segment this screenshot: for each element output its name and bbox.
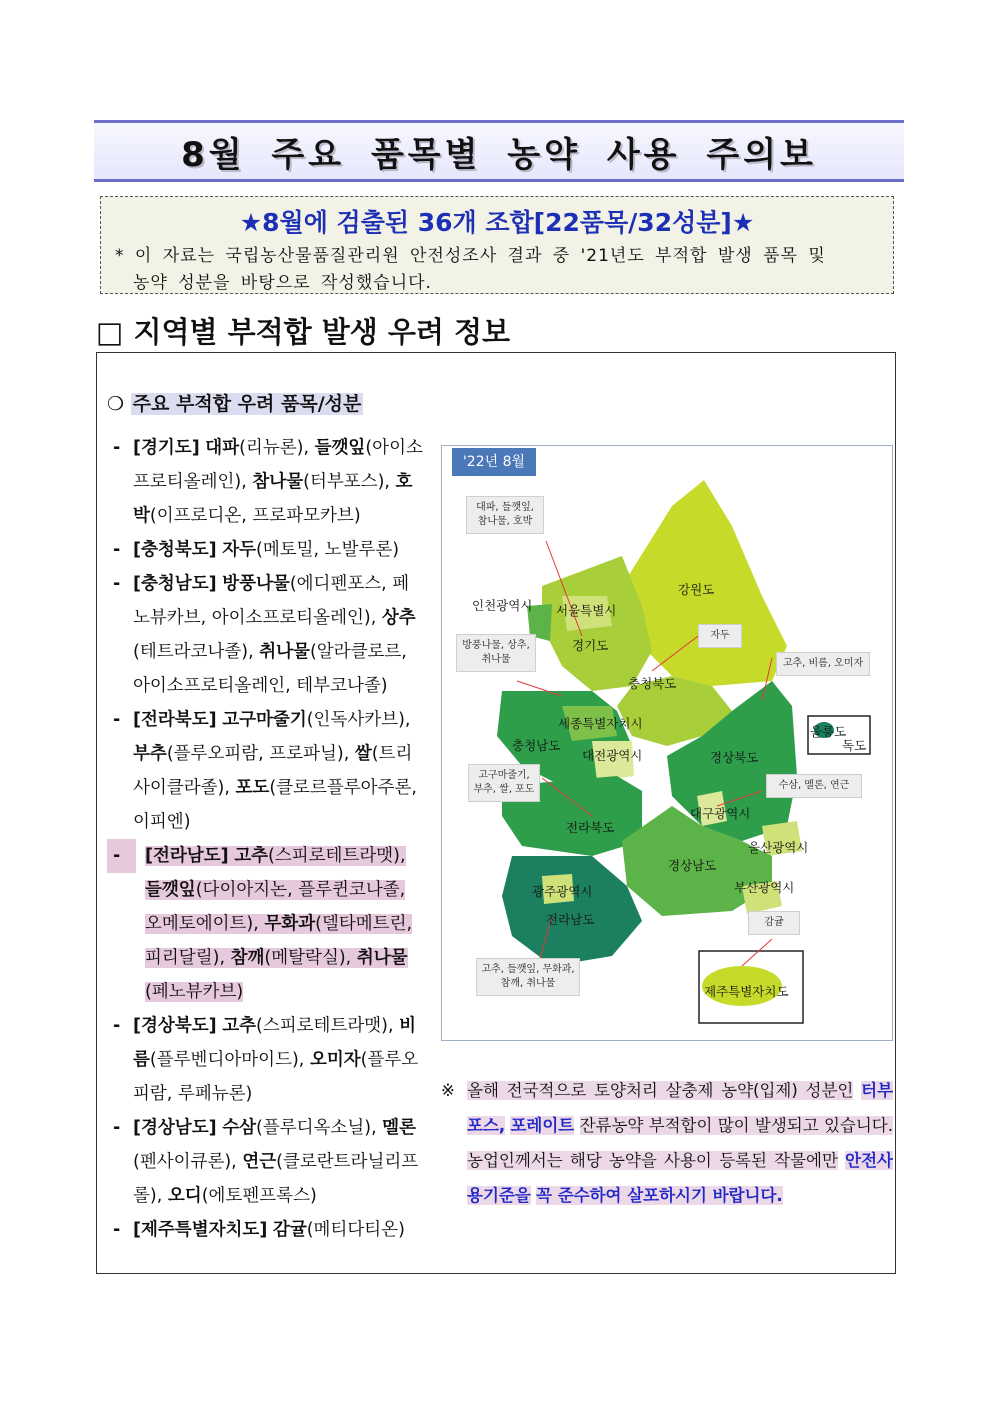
map-date-tag: '22년 8월 xyxy=(452,448,536,476)
notice-text2: 잔류농약 부적합이 많이 발생되고 있습니다. 농업인께서는 해당 농약을 사용이 등록된 작물에만 xyxy=(467,1116,893,1170)
region-name-gwangju: 광주광역시 xyxy=(532,884,593,899)
region-name-daejeon: 대전광역시 xyxy=(582,748,643,763)
notice-text1: 올해 전국적으로 토양처리 살충제 농약(입제) 성분인 xyxy=(467,1081,854,1100)
note-line1: 이 자료는 국립농산물품질관리원 안전성조사 결과 중 '21년도 부적합 발생 품목 및 xyxy=(134,246,826,266)
region-name-gangwon: 강원도 xyxy=(678,582,715,597)
notice-emph2: 포레이트 xyxy=(510,1116,575,1135)
callout-gyeongnam: 수삼, 멜론, 연근 xyxy=(766,774,862,798)
callout-gyeongbuk: 고추, 비름, 오미자 xyxy=(776,652,870,676)
region-item-chungbuk: - [충청북도] 자두(메토밀, 노발루론) xyxy=(113,540,400,560)
callout-chungnam: 방풍나물, 상추, 취나물 xyxy=(456,634,536,672)
callout-gyeonggi: 대파, 들깻잎, 참나물, 호박 xyxy=(466,496,544,534)
region-item-jeju: - [제주특별자치도] 감귤(메티다티온) xyxy=(113,1220,405,1240)
subsection-bullet: ❍ xyxy=(107,393,125,415)
region-item-jeonnam: - [전라남도] 고추(스피로테트라맷), 들깻잎(다이아지논, 플루퀸코나졸, 오메토에이트), 무화과(델타메트린, 피리달릴), 참깨(메탈락실), 취나물(페노뷰카브) xyxy=(107,839,425,1009)
note-line2: 농약 성분을 바탕으로 작성했습니다. xyxy=(133,273,432,293)
note-mark: * xyxy=(115,246,125,266)
region-name-ulsan: 울산광역시 xyxy=(748,840,809,855)
region-name-busan: 부산광역시 xyxy=(734,880,795,895)
region-name-jeju: 제주특별자치도 xyxy=(704,984,789,999)
summary-note xyxy=(115,243,879,297)
map-svg xyxy=(442,446,892,1040)
region-name-gyeongbuk: 경상북도 xyxy=(710,750,759,765)
callout-chungbuk: 자두 xyxy=(698,624,742,648)
region-item-gyeongbuk: - [경상북도] 고추(스피로테트라맷), 비름(플루벤디아마이드), 오미자(플루오피람, 루페뉴론) xyxy=(113,1016,419,1104)
region-name-incheon: 인천광역시 xyxy=(472,598,533,613)
region-name-sejong: 세종특별자치시 xyxy=(558,716,643,731)
region-name-gyeongnam: 경상남도 xyxy=(668,858,717,873)
region-name-dokdo: 독도 xyxy=(842,738,867,753)
subsection-title: 주요 부적합 우려 품목/성분 xyxy=(132,393,362,415)
notice-mark: ※ xyxy=(441,1081,455,1100)
region-name-ulleung: 울릉도 xyxy=(810,724,847,739)
notice-emph4: 꼭 준수하여 살포하시기 바랍니다. xyxy=(536,1186,783,1205)
region-list xyxy=(107,431,425,1247)
summary-subtitle: ★8월에 검출된 36개 조합[22품목/32성분]★ xyxy=(239,208,755,237)
callout-jeonnam: 고추, 들깻잎, 무화과, 참깨, 취나물 xyxy=(476,958,580,996)
region-name-chungnam: 충청남도 xyxy=(512,738,561,753)
region-name-chungbuk: 충청북도 xyxy=(628,676,677,691)
subsection-heading xyxy=(107,389,363,416)
title-bar xyxy=(94,120,904,182)
region-item-gyeonggi: - [경기도] 대파(리뉴론), 들깻잎(아이소프로티올레인), 참나물(터부포스), 호박(이프로디온, 프로파모카브) xyxy=(113,438,423,526)
notice xyxy=(441,1073,893,1213)
notice-emph1: 터부포스, xyxy=(467,1081,894,1135)
page-title: 8월 주요 품목별 농약 사용 주의보 xyxy=(181,134,817,175)
region-name-daegu: 대구광역시 xyxy=(690,806,751,821)
summary-box xyxy=(100,196,894,294)
region-name-gyeonggi: 경기도 xyxy=(572,638,609,653)
region-name-seoul: 서울특별시 xyxy=(556,603,617,618)
region-item-gyeongnam: - [경상남도] 수삼(플루디옥소닐), 멜론(펜사이큐론), 연근(클로란트라닐리프롤), 오디(에토펜프록스) xyxy=(113,1118,419,1206)
korea-map xyxy=(441,445,893,1041)
region-item-chungnam: - [충청남도] 방풍나물(에디펜포스, 페노뷰카브, 아이소프로티올레인), 상추(테트라코나졸), 취나물(알라클로르, 아이소프로티올레인, 테부코나졸) xyxy=(113,574,416,696)
region-item-jeonbuk: - [전라북도] 고구마줄기(인독사카브), 부추(플루오피람, 프로파닐), 쌀(트리사이클라졸), 포도(클로르플루아주론, 이피엔) xyxy=(113,710,417,832)
region-name-jeonnam: 전라남도 xyxy=(546,912,595,927)
section-title: □ 지역별 부적합 발생 우려 정보 xyxy=(96,315,511,349)
callout-jeju: 감귤 xyxy=(748,911,800,935)
region-name-jeonbuk: 전라북도 xyxy=(566,820,615,835)
notice-emph3: 안전사용기준을 xyxy=(467,1151,893,1205)
callout-jeonbuk: 고구마줄기, 부추, 쌀, 포도 xyxy=(468,764,540,802)
content-box xyxy=(96,352,896,1274)
